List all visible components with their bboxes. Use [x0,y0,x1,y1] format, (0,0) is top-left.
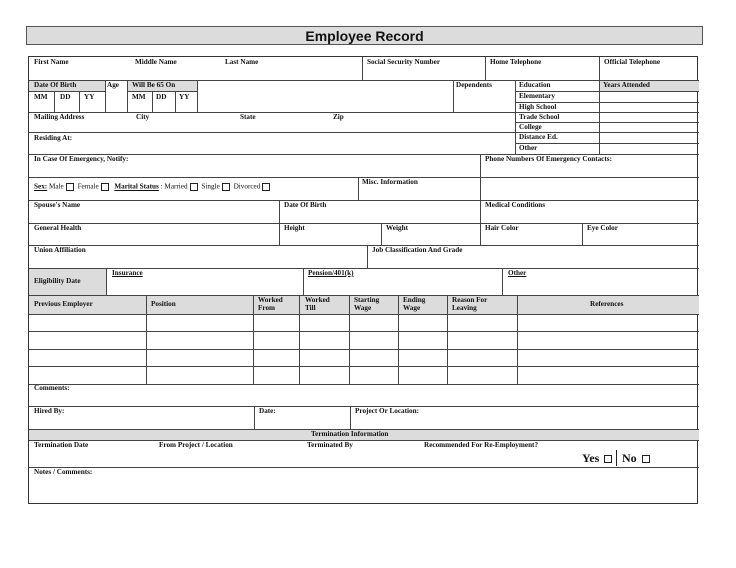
col-reason-leaving: Reason For Leaving [452,296,488,312]
col-ending-wage: Ending Wage [403,296,426,312]
married-label: : Married [160,182,188,191]
male-label: Male [48,182,64,191]
col-position: Position [151,300,176,308]
table-row [29,331,699,332]
dob-mm: MM [34,93,48,101]
other-label: Other [508,269,527,277]
col-starting-wage: Starting Wage [354,296,380,312]
weight-label: Weight [386,224,408,232]
residing-label: Residing At: [34,134,73,142]
medical-label: Medical Conditions [485,201,546,209]
home-phone-label: Home Telephone [490,58,542,66]
sex-marital-row [34,183,272,192]
education-college: College [519,123,542,131]
w65-dd: DD [156,93,167,101]
col-previous-employer: Previous Employer [34,300,93,308]
hair-label: Hair Color [485,224,519,232]
misc-info-label: Misc. Information [362,178,418,186]
pension-label: Pension/401(k) [308,269,354,277]
education-distance: Distance Ed. [519,133,558,141]
col-worked-till: Worked Till [305,296,330,312]
employee-form [28,56,698,504]
middle-name-label: Middle Name [135,58,177,66]
table-row [29,384,699,385]
married-checkbox[interactable] [190,183,198,191]
termination-date-label: Termination Date [34,441,89,449]
w65-yy: YY [179,93,190,101]
page-title: Employee Record [305,27,424,44]
education-label: Education [519,81,551,89]
education-trade-school: Trade School [519,113,560,121]
dob-yy: YY [84,93,95,101]
spouse-label: Spouse's Name [34,201,81,209]
yes-checkbox[interactable] [604,455,612,463]
from-project-label: From Project / Location [159,441,233,449]
will-be-65-label: Will Be 65 On [132,81,176,89]
title-bar [26,26,703,45]
last-name-label: Last Name [225,58,259,66]
hired-by-label: Hired By: [34,407,65,415]
emergency-phones-label: Phone Numbers Of Emergency Contacts: [485,155,612,163]
official-phone-label: Official Telephone [604,58,661,66]
no-checkbox[interactable] [642,455,650,463]
education-other: Other [519,144,538,152]
terminated-by-label: Terminated By [307,441,353,449]
date-label: Date: [259,407,276,415]
height-label: Height [284,224,305,232]
eligibility-label: Eligibility Date [34,277,81,285]
col-worked-from: Worked From [258,296,283,312]
termination-info-label: Termination Information [311,430,389,438]
marital-status-label: Marital Status [114,182,159,191]
table-row [29,366,699,367]
yes-option[interactable] [582,451,614,466]
single-label: Single [201,182,220,191]
age-label: Age [107,81,119,89]
no-label: No [622,451,637,465]
spouse-dob-label: Date Of Birth [284,201,327,209]
table-row [29,349,699,350]
eye-label: Eye Color [587,224,618,232]
no-option[interactable] [622,451,652,466]
dob-label: Date Of Birth [34,81,77,89]
city-label: City [136,113,150,121]
divorced-checkbox[interactable] [262,183,270,191]
union-label: Union Affiliation [34,246,86,254]
single-checkbox[interactable] [222,183,230,191]
col-references: References [590,300,624,308]
education-elementary: Elementary [519,92,555,100]
first-name-label: First Name [34,58,69,66]
recommended-label: Recommended For Re-Employment? [424,441,539,449]
sex-label: Sex: [34,182,48,191]
emergency-notify-label: In Case Of Emergency, Notify: [34,155,129,163]
female-label: Female [77,182,99,191]
ssn-label: Social Security Number [367,58,441,66]
male-checkbox[interactable] [66,183,74,191]
mailing-address-label: Mailing Address [34,113,85,121]
years-attended-label: Years Attended [603,81,650,89]
general-health-label: General Health [34,224,82,232]
education-high-school: High School [519,103,557,111]
comments-label: Comments: [34,384,70,392]
dob-dd: DD [60,93,71,101]
state-label: State [240,113,256,121]
project-label: Project Or Location: [355,407,420,415]
dependents-label: Dependents [456,81,492,89]
zip-label: Zip [333,113,344,121]
insurance-label: Insurance [112,269,143,277]
job-class-label: Job Classification And Grade [372,246,463,254]
divorced-label: Divorced [233,182,261,191]
female-checkbox[interactable] [101,183,109,191]
yes-label: Yes [582,451,600,465]
notes-label: Notes / Comments: [34,468,93,476]
w65-mm: MM [132,93,146,101]
